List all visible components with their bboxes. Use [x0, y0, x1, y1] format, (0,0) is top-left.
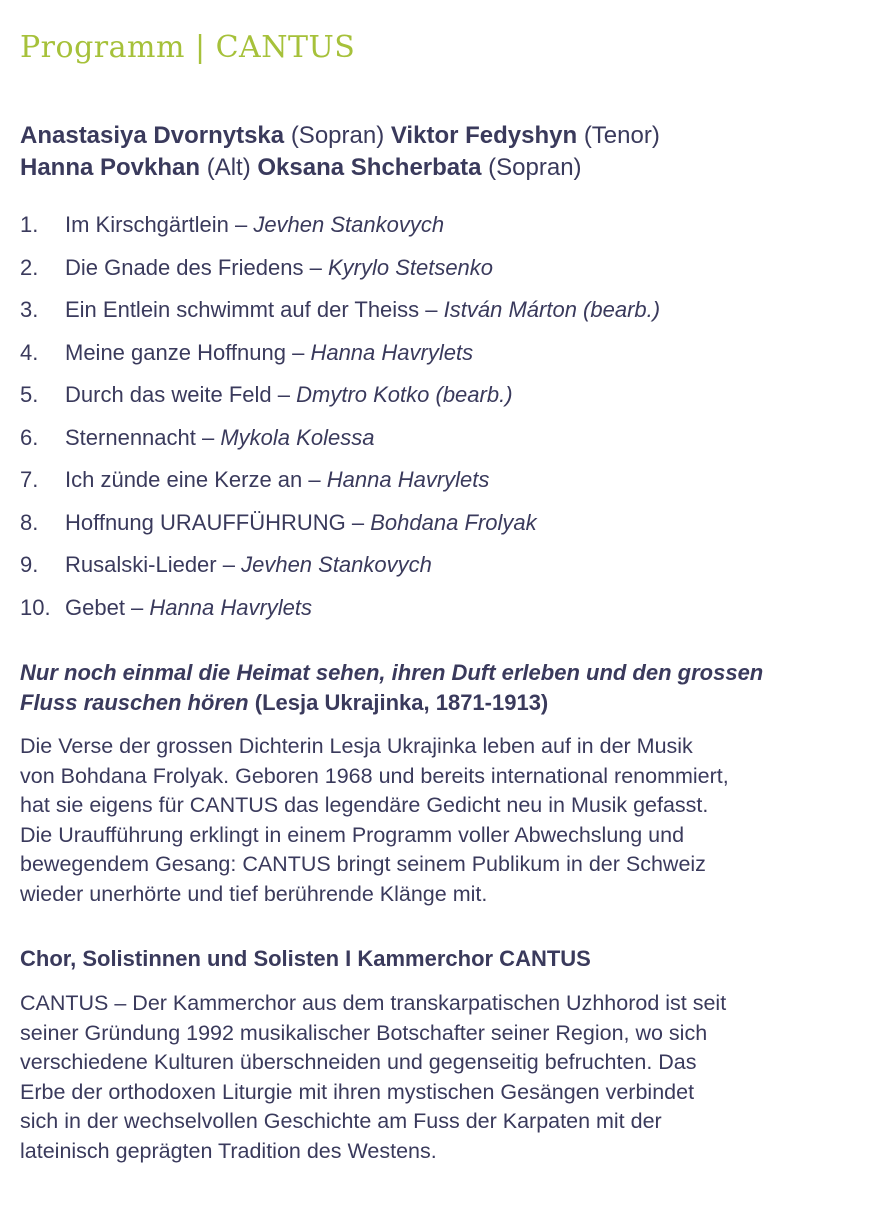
program-item: [20, 417, 870, 460]
piece-title: Sternennacht –: [65, 424, 215, 450]
performer-name: Viktor Fedyshyn: [390, 122, 578, 149]
intro-paragraph: [20, 732, 870, 910]
performer-role: (Tenor): [583, 122, 660, 149]
quote-text-line-2: Fluss rauschen hören: [20, 690, 249, 715]
composer: Hanna Havrylets: [326, 467, 490, 492]
item-number: 6.: [20, 424, 39, 450]
section-heading: Chor, Solistinnen und Solisten I Kammerchor CANTUS: [20, 946, 591, 971]
performer-role: (Alt): [206, 154, 251, 181]
piece-title: Hoffnung URAUFFÜHRUNG –: [65, 509, 365, 535]
composer: Jevhen Stankovych: [241, 552, 432, 577]
item-number: 1.: [20, 212, 39, 237]
item-number: 3.: [20, 297, 39, 322]
item-number: 8.: [20, 509, 39, 535]
paragraph-line: hat sie eigens für CANTUS das legendäre Gedicht neu in Musik gefasst.: [20, 793, 709, 818]
piece-title: Ein Entlein schwimmt auf der Theiss –: [65, 297, 438, 322]
program-item: [20, 587, 870, 630]
item-number: 4.: [20, 339, 39, 365]
composer: Hanna Havrylets: [149, 594, 313, 620]
composer: Mykola Kolessa: [220, 424, 375, 450]
program-item: [20, 459, 870, 502]
quote-attribution: (Lesja Ukrajinka, 1871-1913): [254, 690, 549, 715]
program-item: [20, 374, 870, 417]
performer-name: Hanna Povkhan: [20, 154, 201, 181]
item-number: 5.: [20, 382, 39, 407]
program-item: [20, 289, 870, 332]
composer: Bohdana Frolyak: [370, 509, 537, 535]
paragraph-line: sich in der wechselvollen Geschichte am Fuss der Karpaten mit der: [20, 1109, 662, 1134]
performer-role: (Sopran): [488, 154, 582, 181]
composer: Jevhen Stankovych: [253, 212, 445, 237]
program-item: [20, 247, 870, 290]
paragraph-line: Die Uraufführung erklingt in einem Programm voller Abwechslung und: [20, 822, 685, 847]
composer: Dmytro Kotko (bearb.): [296, 382, 513, 407]
composer: Kyrylo Stetsenko: [327, 254, 494, 280]
paragraph-line: CANTUS – Der Kammerchor aus dem transkarpatischen Uzhhorod ist seit: [20, 991, 727, 1015]
quote-text-line-1: Nur noch einmal die Heimat sehen, ihren Duft erleben und den grossen: [20, 660, 764, 685]
item-number: 7.: [20, 467, 39, 492]
piece-title: Im Kirschgärtlein –: [65, 212, 248, 237]
paragraph-line: verschiedene Kulturen überschneiden und gegenseitig befruchten. Das: [20, 1050, 697, 1075]
piece-title: Gebet –: [65, 594, 144, 620]
paragraph-line: Die Verse der grossen Dichterin Lesja Ukrajinka leben auf in der Musik: [20, 734, 693, 758]
composer: Hanna Havrylets: [310, 339, 474, 365]
quote: [20, 658, 870, 718]
program-item: [20, 544, 870, 587]
performer-name: Oksana Shcherbata: [257, 154, 482, 181]
performer-role: (Sopran): [290, 122, 385, 149]
paragraph-line: lateinisch geprägten Tradition des Westens.: [20, 1138, 437, 1163]
piece-title: Ich zünde eine Kerze an –: [65, 467, 321, 492]
piece-title: Meine ganze Hoffnung –: [65, 339, 305, 365]
piece-title: Die Gnade des Friedens –: [65, 254, 322, 280]
item-number: 2.: [20, 254, 39, 280]
page-title: Programm | CANTUS: [20, 30, 356, 65]
performer-name: Anastasiya Dvornytska: [20, 122, 285, 149]
paragraph-line: wieder unerhörte und tief berührende Klänge mit.: [20, 881, 488, 906]
program-item: [20, 332, 870, 375]
performers-line-1: [20, 120, 870, 152]
paragraph-line: von Bohdana Frolyak. Geboren 1968 und bereits international renommiert,: [20, 763, 729, 788]
choir-paragraph: [20, 989, 870, 1167]
program-list: [20, 204, 870, 629]
item-number: 9.: [20, 552, 39, 577]
performers: [20, 120, 870, 184]
program-item: [20, 502, 870, 545]
piece-title: Durch das weite Feld –: [65, 382, 290, 407]
paragraph-line: seiner Gründung 1992 musikalischer Botschafter seiner Region, wo sich: [20, 1020, 708, 1045]
paragraph-line: Erbe der orthodoxen Liturgie mit ihren mystischen Gesängen verbindet: [20, 1079, 695, 1104]
performers-line-2: [20, 152, 870, 184]
item-number: 10.: [20, 594, 51, 620]
piece-title: Rusalski-Lieder –: [65, 552, 235, 577]
paragraph-line: bewegendem Gesang: CANTUS bringt seinem Publikum in der Schweiz: [20, 852, 706, 877]
program-item: [20, 204, 870, 247]
composer: István Márton (bearb.): [443, 297, 661, 322]
